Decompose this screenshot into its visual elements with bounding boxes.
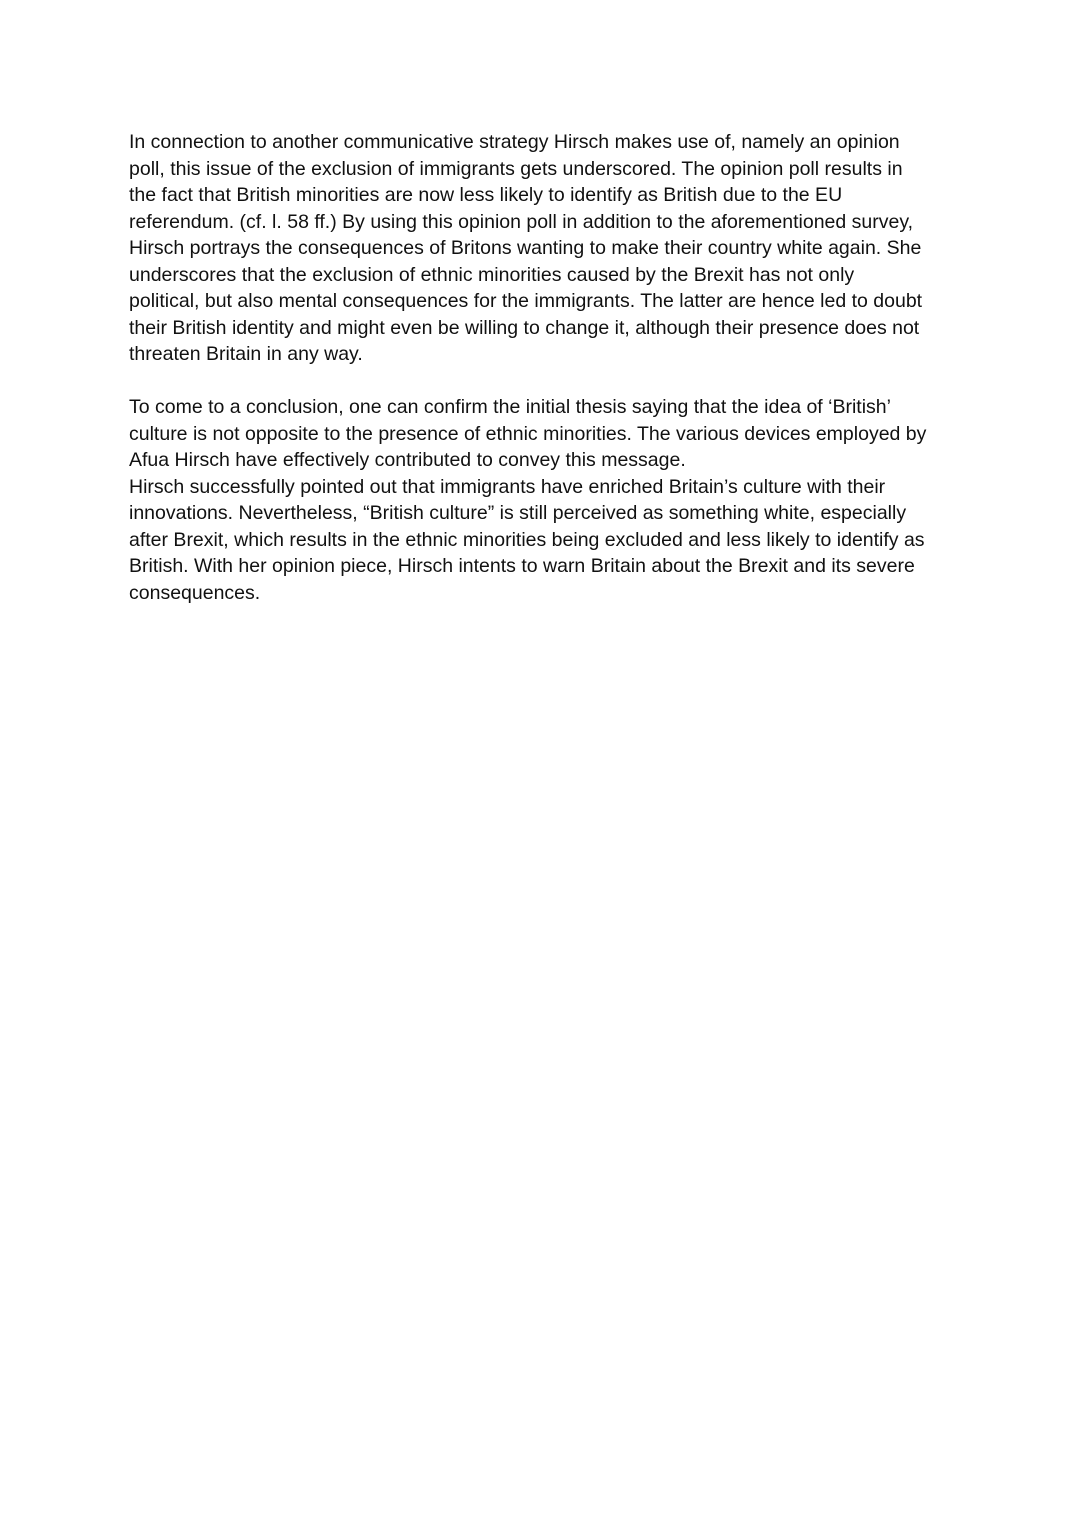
text-line: referendum. (cf. l. 58 ff.) By using this opinion poll in addition to the aforementioned survey, xyxy=(129,210,914,233)
text-line: threaten Britain in any way. xyxy=(129,343,363,365)
text-line: their British identity and might even be willing to change it, although their presence does not xyxy=(129,316,920,339)
text-line: consequences. xyxy=(129,581,261,604)
text-line: Afua Hirsch have effectively contributed to convey this message. xyxy=(129,449,686,471)
text-line: British. With her opinion piece, Hirsch intents to warn Britain about the Brexit and its severe xyxy=(129,555,915,577)
paragraph-opinion-poll xyxy=(129,129,969,368)
text-line: innovations. Nevertheless, “British culture” is still perceived as something white, especially xyxy=(129,502,907,524)
text-line: poll, this issue of the exclusion of immigrants gets underscored. The opinion poll results in xyxy=(129,157,903,180)
text-line: political, but also mental consequences for the immigrants. The latter are hence led to doubt xyxy=(129,290,923,312)
text-line: underscores that the exclusion of ethnic minorities caused by the Brexit has not only xyxy=(129,263,855,286)
paragraph-spacer xyxy=(129,368,969,395)
text-line: Hirsch portrays the consequences of Britons wanting to make their country white again. She xyxy=(129,237,922,259)
text-line: culture is not opposite to the presence of ethnic minorities. The various devices employed by xyxy=(129,422,927,445)
text-line: In connection to another communicative strategy Hirsch makes use of, namely an opinion xyxy=(129,131,900,153)
paragraph-summary xyxy=(129,474,969,607)
text-line: the fact that British minorities are now less likely to identify as British due to the EU xyxy=(129,184,843,206)
paragraph-conclusion xyxy=(129,394,969,474)
text-line: after Brexit, which results in the ethnic minorities being excluded and less likely to identify as xyxy=(129,528,925,551)
text-line: To come to a conclusion, one can confirm the initial thesis saying that the idea of ‘British’ xyxy=(129,396,891,418)
text-line: Hirsch successfully pointed out that immigrants have enriched Britain’s culture with their xyxy=(129,475,886,498)
document-body xyxy=(129,129,969,606)
